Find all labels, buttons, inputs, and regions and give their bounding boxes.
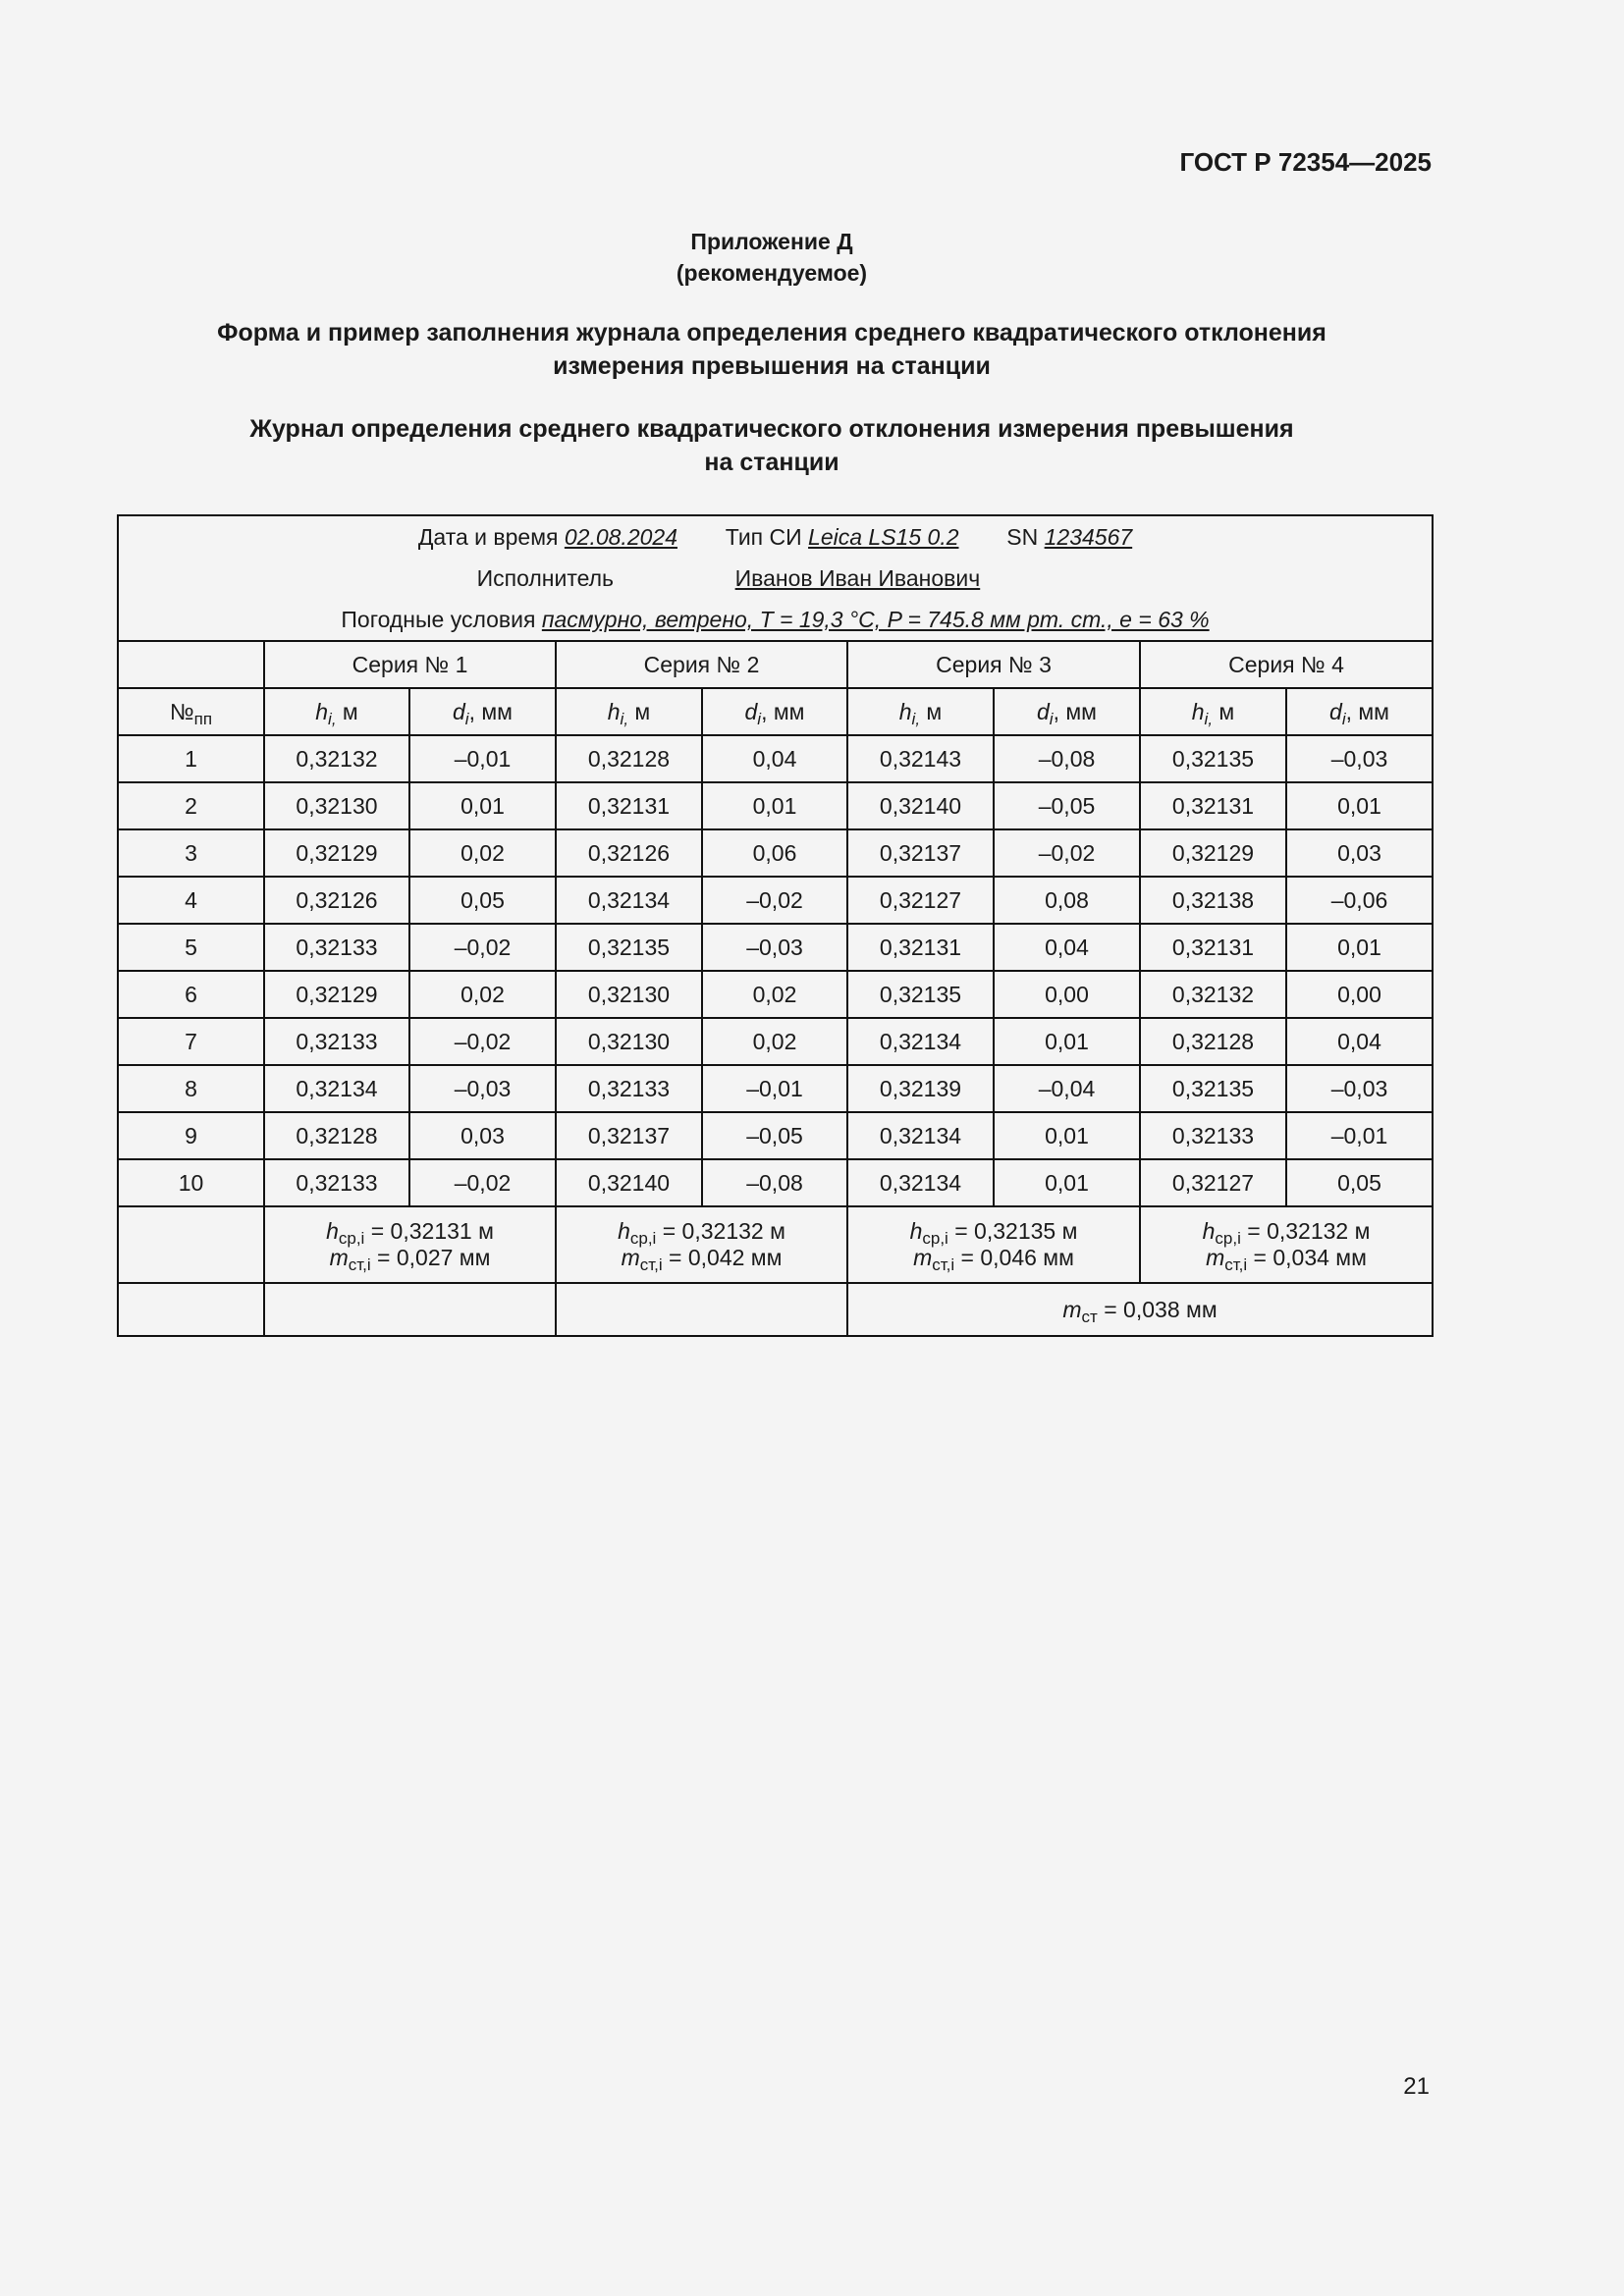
date-value: 02.08.2024	[564, 524, 677, 550]
h-value: 0,32129	[264, 971, 409, 1018]
d-value: 0,01	[1286, 782, 1433, 829]
d-value: –0,02	[702, 877, 847, 924]
d-value: 0,04	[994, 924, 1140, 971]
d-value: 0,03	[409, 1112, 556, 1159]
d-value: 0,01	[409, 782, 556, 829]
instrument-type-value: Leica LS15 0.2	[808, 524, 959, 550]
d-value: 0,00	[994, 971, 1140, 1018]
d-header-4: $d_i$, мм	[1286, 688, 1433, 735]
page-number: 21	[1403, 2073, 1430, 2100]
h-value: 0,32133	[1140, 1112, 1286, 1159]
form-title-line2: измерения превышения на станции	[553, 352, 991, 380]
d-value: –0,05	[994, 782, 1140, 829]
d-value: –0,01	[702, 1065, 847, 1112]
h-header-3: $h_{i,}$ м	[847, 688, 994, 735]
h-value: 0,32135	[847, 971, 994, 1018]
d-value: –0,01	[1286, 1112, 1433, 1159]
column-header-row	[118, 688, 1433, 735]
total-sigma: $m_{ст} = 0,038$ мм	[847, 1283, 1433, 1336]
h-value: 0,32127	[1140, 1159, 1286, 1206]
total-empty-2	[264, 1283, 556, 1336]
performer-label: Исполнитель	[476, 565, 615, 591]
h-value: 0,32126	[556, 829, 702, 877]
total-row	[118, 1283, 1433, 1336]
d-value: 0,02	[702, 1018, 847, 1065]
appendix-status: (рекомендуемое)	[676, 260, 868, 286]
h-value: 0,32128	[264, 1112, 409, 1159]
row-number: 6	[118, 971, 264, 1018]
weather-value: пасмурно, ветрено, T = 19,3 °C, P = 745.8 мм рт. ст., e = 63 %	[541, 607, 1210, 632]
form-title-line1: Форма и пример заполнения журнала определения среднего квадратического отклонения	[217, 319, 1326, 347]
d-value: 0,01	[702, 782, 847, 829]
d-value: –0,02	[409, 1159, 556, 1206]
h-value: 0,32131	[847, 924, 994, 971]
h-header-1: $h_{i,}$ м	[264, 688, 409, 735]
table-row	[118, 782, 1433, 829]
d-value: 0,05	[1286, 1159, 1433, 1206]
weather-label: Погодные условия	[341, 607, 536, 632]
total-empty-3	[556, 1283, 847, 1336]
d-value: –0,02	[409, 924, 556, 971]
journal-title	[0, 412, 1543, 479]
summary-row	[118, 1206, 1433, 1283]
series-header-1: Серия № 1	[264, 641, 556, 688]
journal-title-line1: Журнал определения среднего квадратического отклонения измерения превышения	[249, 415, 1294, 443]
table-row	[118, 924, 1433, 971]
table-row	[118, 735, 1433, 782]
row-number: 10	[118, 1159, 264, 1206]
h-value: 0,32139	[847, 1065, 994, 1112]
series-header-3: Серия № 3	[847, 641, 1140, 688]
d-value: –0,03	[409, 1065, 556, 1112]
table-row	[118, 971, 1433, 1018]
h-value: 0,32135	[1140, 1065, 1286, 1112]
row-number: 5	[118, 924, 264, 971]
row-number: 1	[118, 735, 264, 782]
journal-table	[117, 514, 1434, 1337]
appendix-heading	[0, 226, 1543, 289]
h-value: 0,32137	[556, 1112, 702, 1159]
d-value: 0,06	[702, 829, 847, 877]
series-header-empty	[118, 641, 264, 688]
h-value: 0,32135	[556, 924, 702, 971]
standard-code: ГОСТ Р 72354—2025	[1179, 147, 1432, 177]
d-value: –0,06	[1286, 877, 1433, 924]
h-value: 0,32131	[1140, 924, 1286, 971]
serial-number-value: 1234567	[1044, 524, 1133, 550]
d-value: 0,02	[409, 971, 556, 1018]
form-title	[0, 316, 1543, 383]
d-value: 0,00	[1286, 971, 1433, 1018]
h-value: 0,32131	[556, 782, 702, 829]
d-value: 0,01	[994, 1159, 1140, 1206]
series-summary-1: $h_{ср,i} = 0,32131$ м $m_{ст,i} = 0,027$ мм	[264, 1206, 556, 1283]
table-row	[118, 1159, 1433, 1206]
d-value: 0,08	[994, 877, 1140, 924]
d-value: 0,01	[994, 1112, 1140, 1159]
row-number: 9	[118, 1112, 264, 1159]
h-value: 0,32135	[1140, 735, 1286, 782]
table-row	[118, 829, 1433, 877]
series-header-2: Серия № 2	[556, 641, 847, 688]
h-header-4: $h_{i,}$ м	[1140, 688, 1286, 735]
journal-info	[118, 515, 1433, 641]
series-header-4: Серия № 4	[1140, 641, 1433, 688]
info-line-date	[119, 516, 1432, 558]
d-value: 0,02	[409, 829, 556, 877]
d-value: 0,05	[409, 877, 556, 924]
info-line-performer	[119, 558, 1432, 599]
serial-number-label: SN	[1006, 524, 1039, 550]
h-value: 0,32128	[1140, 1018, 1286, 1065]
d-value: 0,01	[994, 1018, 1140, 1065]
h-value: 0,32137	[847, 829, 994, 877]
table-row	[118, 877, 1433, 924]
h-value: 0,32134	[264, 1065, 409, 1112]
d-value: 0,02	[702, 971, 847, 1018]
d-value: –0,03	[1286, 735, 1433, 782]
h-value: 0,32127	[847, 877, 994, 924]
h-value: 0,32130	[556, 971, 702, 1018]
d-value: –0,04	[994, 1065, 1140, 1112]
number-header: $№_{пп}$	[118, 688, 264, 735]
h-value: 0,32140	[847, 782, 994, 829]
d-value: 0,04	[1286, 1018, 1433, 1065]
h-value: 0,32128	[556, 735, 702, 782]
performer-value: Иванов Иван Иванович	[734, 565, 981, 591]
h-value: 0,32132	[1140, 971, 1286, 1018]
h-value: 0,32132	[264, 735, 409, 782]
h-value: 0,32133	[264, 1159, 409, 1206]
d-header-3: $d_i$, мм	[994, 688, 1140, 735]
series-summary-3: $h_{ср,i} = 0,32135$ м $m_{ст,i} = 0,046$ мм	[847, 1206, 1140, 1283]
h-header-2: $h_{i,}$ м	[556, 688, 702, 735]
row-number: 3	[118, 829, 264, 877]
h-value: 0,32129	[264, 829, 409, 877]
table-row	[118, 1018, 1433, 1065]
h-value: 0,32143	[847, 735, 994, 782]
h-value: 0,32130	[556, 1018, 702, 1065]
series-summary-2: $h_{ср,i} = 0,32132$ м $m_{ст,i} = 0,042$ мм	[556, 1206, 847, 1283]
data-rows	[118, 735, 1433, 1206]
h-value: 0,32131	[1140, 782, 1286, 829]
d-header-1: $d_i$, мм	[409, 688, 556, 735]
d-value: –0,03	[1286, 1065, 1433, 1112]
row-number: 4	[118, 877, 264, 924]
d-value: 0,01	[1286, 924, 1433, 971]
d-value: –0,02	[409, 1018, 556, 1065]
h-value: 0,32126	[264, 877, 409, 924]
series-summary-4: $h_{ср,i} = 0,32132$ м $m_{ст,i} = 0,034$ мм	[1140, 1206, 1433, 1283]
appendix-title: Приложение Д	[690, 229, 853, 254]
h-value: 0,32129	[1140, 829, 1286, 877]
h-value: 0,32133	[264, 924, 409, 971]
d-value: –0,08	[702, 1159, 847, 1206]
h-value: 0,32138	[1140, 877, 1286, 924]
total-empty-1	[118, 1283, 264, 1336]
h-value: 0,32133	[264, 1018, 409, 1065]
journal-title-line2: на станции	[704, 449, 839, 476]
h-value: 0,32134	[847, 1112, 994, 1159]
h-value: 0,32130	[264, 782, 409, 829]
h-value: 0,32134	[556, 877, 702, 924]
row-number: 8	[118, 1065, 264, 1112]
date-label: Дата и время	[417, 524, 559, 550]
table-row	[118, 1112, 1433, 1159]
d-value: –0,01	[409, 735, 556, 782]
h-value: 0,32140	[556, 1159, 702, 1206]
d-value: –0,08	[994, 735, 1140, 782]
d-value: –0,03	[702, 924, 847, 971]
d-header-2: $d_i$, мм	[702, 688, 847, 735]
d-value: –0,05	[702, 1112, 847, 1159]
info-line-weather	[119, 599, 1432, 640]
series-header-row	[118, 641, 1433, 688]
d-value: 0,04	[702, 735, 847, 782]
h-value: 0,32134	[847, 1159, 994, 1206]
row-number: 2	[118, 782, 264, 829]
instrument-type-label: Тип СИ	[725, 524, 802, 550]
summary-empty	[118, 1206, 264, 1283]
table-row	[118, 1065, 1433, 1112]
d-value: –0,02	[994, 829, 1140, 877]
h-value: 0,32133	[556, 1065, 702, 1112]
row-number: 7	[118, 1018, 264, 1065]
d-value: 0,03	[1286, 829, 1433, 877]
h-value: 0,32134	[847, 1018, 994, 1065]
